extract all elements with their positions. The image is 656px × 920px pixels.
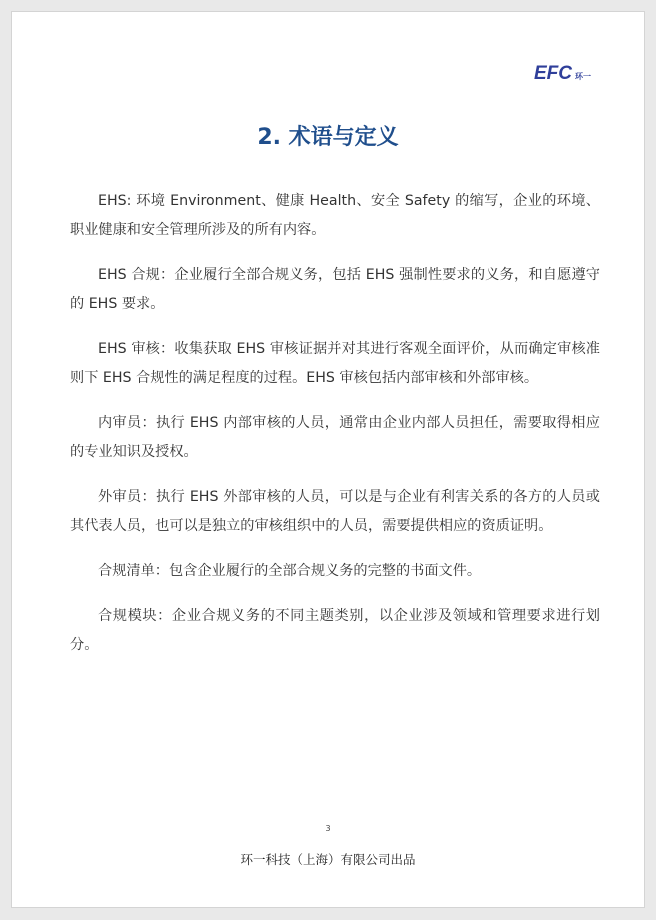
document-page bbox=[11, 11, 645, 908]
definition-compliance-module: 合规模块：企业合规义务的不同主题类别，以企业涉及领域和管理要求进行划分。 bbox=[70, 608, 600, 653]
definition-ehs-audit: EHS 审核：收集获取 EHS 审核证据并对其进行客观全面评价，从而确定审核准则下 EHS 合规性的满足程度的过程。EHS 审核包括内部审核和外部审核。 bbox=[70, 341, 600, 386]
definition-external-auditor: 外审员：执行 EHS 外部审核的人员，可以是与企业有利害关系的各方的人员或其代表人员，也可以是独立的审核组织中的人员，需要提供相应的资质证明。 bbox=[70, 489, 600, 534]
definition-ehs-compliance: EHS 合规：企业履行全部合规义务，包括 EHS 强制性要求的义务，和自愿遵守的 EHS 要求。 bbox=[70, 267, 600, 312]
footer-company: 环一科技（上海）有限公司出品 bbox=[240, 852, 416, 867]
definition-compliance-list: 合规清单：包含企业履行的全部合规义务的完整的书面文件。 bbox=[98, 563, 482, 579]
logo-suffix: 环一 bbox=[575, 72, 591, 81]
definitions-body bbox=[70, 187, 600, 676]
definition-internal-auditor: 内审员：执行 EHS 内部审核的人员，通常由企业内部人员担任，需要取得相应的专业知识及授权。 bbox=[70, 415, 600, 460]
definition-ehs: EHS: 环境 Environment、健康 Health、安全 Safety 的缩写，企业的环境、职业健康和安全管理所涉及的所有内容。 bbox=[70, 193, 600, 238]
logo-mark: EFC bbox=[534, 63, 572, 84]
page-number: 3 bbox=[325, 824, 331, 833]
company-logo bbox=[534, 63, 591, 85]
section-title: 2. 术语与定义 bbox=[257, 125, 399, 150]
